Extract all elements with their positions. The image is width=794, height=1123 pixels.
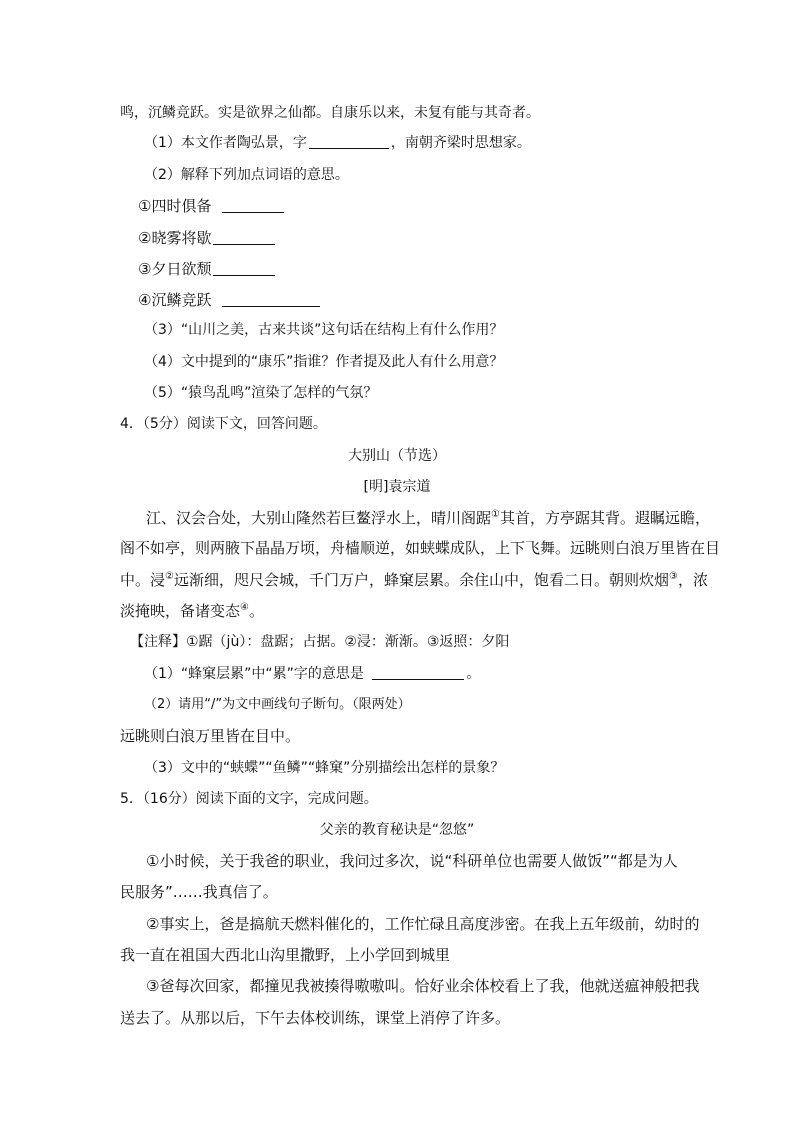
q3-item-2-blank[interactable]	[213, 230, 275, 245]
q4-passage-text: 江、汉会合处，大别山隆然若巨鳌浮水上，晴川阁踞	[146, 509, 492, 527]
q4-notes: 【注释】①踞（jù）：盘踞；占据。②浸：渐渐。③返照：夕阳	[130, 634, 510, 650]
q4-sub3: （3）文中的“蛱蝶”“鱼鳞”“蜂窠”分别描绘出怎样的景象？	[144, 760, 505, 776]
q4-passage-text: 。	[248, 602, 264, 620]
q3-item-4-label: ④沉鳞竞跃	[138, 291, 212, 309]
q4-sub1-suffix: 。	[466, 666, 481, 682]
q3-item-1-label: ①四时俱备	[138, 197, 212, 215]
q4-passage-line-2	[120, 538, 720, 558]
footnote-marker: ③	[669, 571, 678, 582]
q3-sub1-prefix: （1）本文作者陶弘景，字	[144, 135, 307, 151]
q4-passage-text: ，浓	[677, 571, 708, 589]
q4-passage-line-1	[146, 508, 710, 531]
q3-item-4	[138, 290, 322, 310]
q3-sub5: （5）“猿鸟乱鸣”渲染了怎样的气氛？	[144, 385, 378, 401]
q5-para-3-line-1: ③爸每次回家，都撞见我被揍得嗷嗷叫。恰好业余体校看上了我，他就送瘟神般把我	[146, 977, 700, 995]
footnote-marker: ④	[240, 602, 249, 613]
q4-passage-text: 远渐细，咫尺会城，千门万户，蜂窠层累。余住山中，饱看二日。朝则炊烟	[173, 571, 669, 589]
q5-para-2-line-1: ②事实上，爸是搞航天燃料催化的，工作忙碌且高度涉密。在我上五年级前，幼时的	[146, 915, 700, 933]
q4-sub1-blank[interactable]	[372, 665, 464, 680]
q3-sub4: （4）文中提到的“康乐”指谁？作者提及此人有什么用意？	[144, 354, 504, 370]
q3-item-3-label: ③夕日欲颓	[138, 260, 212, 278]
q5-stem: 5．（16分）阅读下面的文字，完成问题。	[120, 791, 378, 807]
q4-passage-text: 其首，方亭踞其背。遐瞩远瞻，	[499, 509, 710, 527]
q5-para-3-line-2: 送去了。从那以后，下午去体校训练，课堂上消停了许多。	[120, 1009, 511, 1027]
q4-sub2: （2）请用“/”为文中画线句子断句。（限两处）	[144, 697, 411, 712]
q4-passage-line-3	[120, 570, 708, 593]
q3-item-3-blank[interactable]	[213, 261, 275, 276]
footnote-marker: ②	[165, 571, 174, 582]
q4-passage-text: 中。浸	[120, 571, 166, 589]
q4-author: [明]袁宗道	[363, 479, 431, 495]
q3-sub1	[144, 133, 531, 153]
q4-sentence: 远眺则白浪万里皆在目中。	[120, 727, 301, 745]
q5-para-1-line-2: 民服务”……我真信了。	[120, 883, 278, 901]
q4-passage-text: 阁不如亭，则两腋下晶晶万顷，舟樯顺逆，如蛱蝶成队，上下飞舞。远眺则白浪万里皆在目	[120, 539, 721, 557]
q3-item-1	[138, 196, 286, 216]
q4-sub1-prefix: （1）“蜂窠层累”中“累”字的意思是	[144, 666, 364, 682]
q3-sub1-blank[interactable]	[309, 134, 389, 149]
q3-sub2: （2）解释下列加点词语的意思。	[144, 167, 349, 183]
q3-item-3	[138, 259, 277, 279]
q3-item-2-label: ②晓雾将歇	[138, 229, 212, 247]
q4-stem: 4．（5分）阅读下文，回答问题。	[120, 416, 327, 432]
q3-item-2	[138, 228, 277, 248]
q5-para-1-line-1: ①小时候，关于我爸的职业，我问过多次，说“科研单位也需要人做饭”“都是为人	[146, 852, 678, 870]
q3-item-4-blank[interactable]	[222, 292, 320, 307]
q3-sub3: （3）“山川之美，古来共谈”这句话在结构上有什么作用？	[144, 322, 504, 338]
q4-title: 大别山（节选）	[348, 448, 446, 464]
q5-title: 父亲的教育秘诀是“忽悠”	[319, 822, 475, 838]
q4-passage-text: 淡掩映，备诸变态	[120, 602, 241, 620]
q3-item-1-blank[interactable]	[222, 198, 284, 213]
q5-para-2-line-2: 我一直在祖国大西北山沟里撒野，上小学回到城里	[120, 946, 451, 964]
q4-passage-line-4	[120, 601, 264, 624]
q3-sub1-suffix: ，南朝齐梁时思想家。	[390, 135, 531, 151]
footnote-marker: ①	[491, 509, 500, 520]
passage-tail: 鸣，沉鳞竞跃。实是欲界之仙都。自康乐以来，未复有能与其奇者。	[120, 105, 540, 121]
q4-sub1	[144, 664, 480, 684]
